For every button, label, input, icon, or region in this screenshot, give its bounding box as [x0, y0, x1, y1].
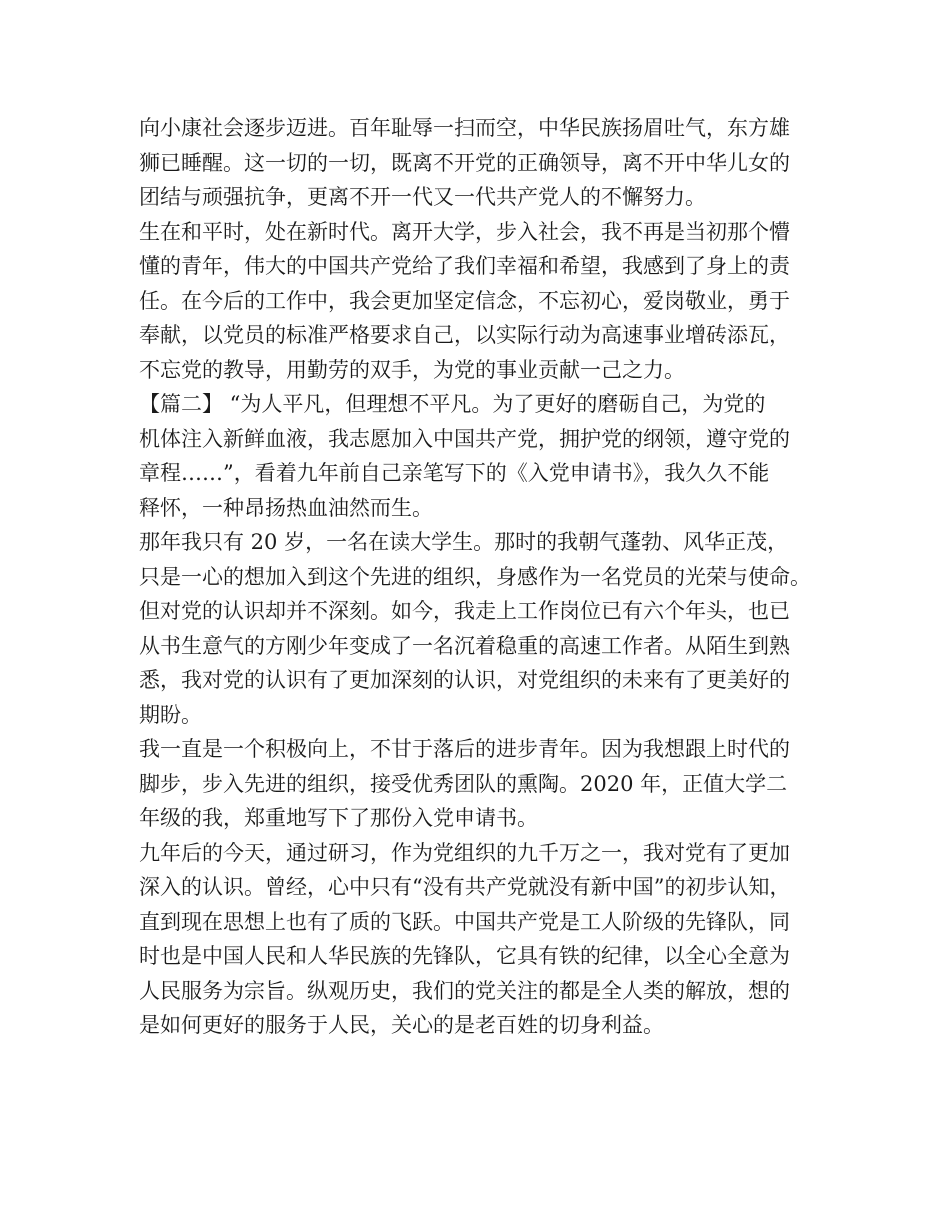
- text-line-10: 机体注入新鲜血液，我志愿加入中国共产党，拥护党的纲领，遵守党的: [139, 426, 790, 451]
- text-line-19: 我一直是一个积极向上，不甘于落后的进步青年。因为我想跟上时代的: [139, 737, 790, 761]
- text-line-6: 任。在今后的工作中，我会更加坚定信念，不忘初心，爱岗敬业，勇于: [139, 288, 790, 313]
- text-line-24: 直到现在思想上也有了质的飞跃。中国共产党是工人阶级的先锋队，同: [139, 909, 790, 934]
- text-line-9: 【篇二】 “为人平凡，但理想不平凡。为了更好的磨砺自己，为党的: [139, 392, 766, 416]
- text-line-7: 奉献，以党员的标准严格要求自己，以实际行动为高速事业增砖添瓦，: [139, 323, 790, 347]
- text-line-23: 深入的认识。曾经，心中只有“没有共产党就没有新中国”的初步认知，: [139, 875, 791, 899]
- text-line-12: 释怀，一种昂扬热血油然而生。: [139, 495, 433, 520]
- text-line-20: 脚步，步入先进的组织，接受优秀团队的熏陶。2020 年，正值大学二: [139, 771, 788, 796]
- text-line-25: 时也是中国人民和人华民族的先锋队，它具有铁的纪律，以全心全意为: [139, 944, 790, 968]
- text-line-5: 懂的青年，伟大的中国共产党给了我们幸福和希望，我感到了身上的责: [139, 254, 790, 278]
- text-line-4: 生在和平时，处在新时代。离开大学，步入社会，我不再是当初那个懵: [139, 219, 790, 244]
- text-line-2: 狮已睡醒。这一切的一切，既离不开党的正确领导，离不开中华儿女的: [139, 150, 790, 175]
- text-line-3: 团结与顽强抗争，更离不开一代又一代共产党人的不懈努力。: [139, 185, 706, 209]
- text-line-11: 章程……”，看着九年前自己亲笔写下的《入党申请书》，我久久不能: [139, 461, 770, 485]
- text-line-13: 那年我只有 20 岁，一名在读大学生。那时的我朝气蓬勃、风华正茂，: [139, 530, 789, 554]
- text-line-17: 悉，我对党的认识有了更加深刻的认识，对党组织的未来有了更美好的: [139, 668, 790, 692]
- text-line-27: 是如何更好的服务于人民，关心的是老百姓的切身利益。: [139, 1013, 664, 1037]
- text-line-1: 向小康社会逐步迈进。百年耻辱一扫而空，中华民族扬眉吐气，东方雄: [139, 116, 790, 140]
- text-line-14: 只是一心的想加入到这个先进的组织，身感作为一名党员的光荣与使命。: [139, 564, 811, 589]
- text-line-15: 但对党的认识却并不深刻。如今，我走上工作岗位已有六个年头，也已: [139, 599, 790, 623]
- text-line-18: 期盼。: [139, 702, 202, 727]
- text-line-26: 人民服务为宗旨。纵观历史，我们的党关注的都是全人类的解放，想的: [139, 978, 790, 1003]
- text-line-16: 从书生意气的方刚少年变成了一名沉着稳重的高速工作者。从陌生到熟: [139, 633, 790, 658]
- text-line-22: 九年后的今天，通过研习，作为党组织的九千万之一，我对党有了更加: [139, 840, 790, 865]
- body-text: [139, 111, 839, 1043]
- text-line-8: 不忘党的教导，用勤劳的双手，为党的事业贡献一己之力。: [139, 357, 685, 382]
- text-line-21: 年级的我，郑重地写下了那份入党申请书。: [139, 806, 538, 830]
